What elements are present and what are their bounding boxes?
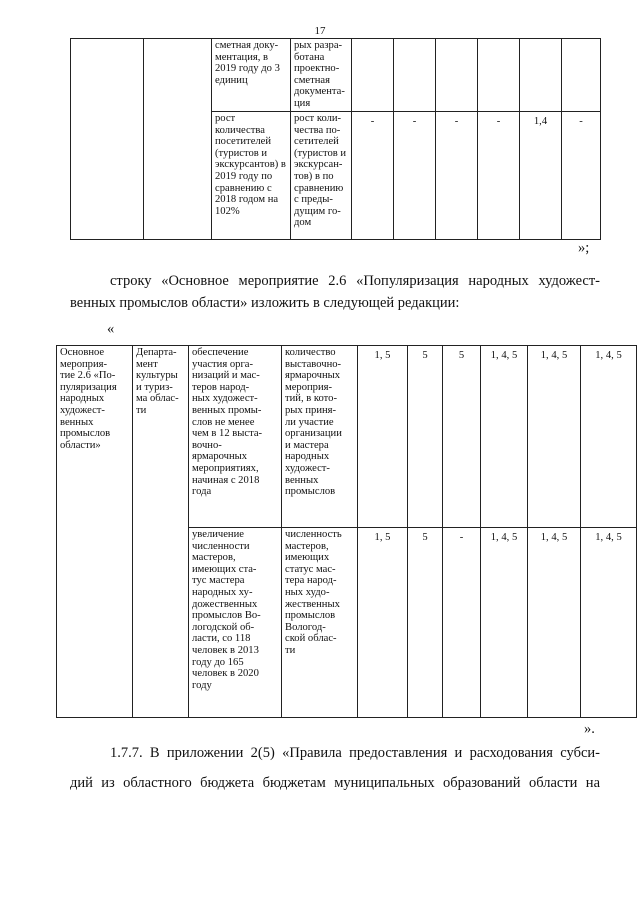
table2-closing-quote: ». <box>584 721 595 737</box>
table-cell-value <box>520 39 562 112</box>
table-cell-value: 1, 5 <box>358 346 408 528</box>
table-cell-value: 1, 4, 5 <box>481 346 528 528</box>
table-row <box>71 39 601 112</box>
table-cell-indicator: рых разра- ботана проектно- сметная документа- ция <box>291 39 352 112</box>
table-row <box>57 346 637 528</box>
table-cell-goal: увеличение численности мастеров, имеющих ста- тус мастера народных ху- дожественных промыслов Во- логодской об- ласти, со 118 человек в 2013 году до 165 человек в 2020 году <box>189 528 282 718</box>
table-cell-value <box>352 39 394 112</box>
paragraph-line: дий из областного бюджета бюджетам муниципальных образований области на <box>70 775 600 791</box>
table-cell-goal: рост количества посетителей (туристов и экскурсантов) в 2019 году по сравнению с 2018 годом на 102% <box>212 112 291 240</box>
paragraph-line: строку «Основное мероприятие 2.6 «Популяризация народных художест- <box>110 273 600 289</box>
table-cell-value: - <box>436 112 478 240</box>
table-cell-executor: Департа- мент культуры и туриз- ма облас- ти <box>133 346 189 718</box>
table-cell-value <box>562 39 601 112</box>
table-cell-value: 1, 4, 5 <box>528 528 581 718</box>
table-cell-value: 1, 4, 5 <box>581 528 637 718</box>
table-cell-value: 5 <box>408 528 443 718</box>
page-number: 17 <box>314 25 326 37</box>
table-cell-value: 1,4 <box>520 112 562 240</box>
table-cell-measure: Основное мероприя- тие 2.6 «По- пуляризация народных художест- венных промыслов области» <box>57 346 133 718</box>
table-cell-value <box>478 39 520 112</box>
table-cell-indicator: рост коли- чества по- сетителей (туристов и экскурсан- тов) в по сравнению с преды- дущим го- дом <box>291 112 352 240</box>
table-cell-measure <box>71 39 144 240</box>
table-cell-value: - <box>443 528 481 718</box>
table-cell-executor <box>144 39 212 240</box>
table-cell-value: 1, 4, 5 <box>581 346 637 528</box>
table-cell-value <box>394 39 436 112</box>
table-cell-value: 1, 5 <box>358 528 408 718</box>
table-cell-value: - <box>352 112 394 240</box>
table-cell-value: - <box>394 112 436 240</box>
table-cell-value: - <box>562 112 601 240</box>
table-cell-value: 5 <box>408 346 443 528</box>
table-cell-indicator: количество выставочно- ярмарочных мероприя- тий, в кото- рых приня- ли участие организации и мастера народных художест- венных промыслов <box>282 346 358 528</box>
table-cell-value: - <box>478 112 520 240</box>
table-cell-value: 1, 4, 5 <box>528 346 581 528</box>
table-new-edition <box>56 345 637 718</box>
table-cell-value <box>436 39 478 112</box>
table-cell-goal: обеспечение участия орга- низаций и мас- теров народ- ных художест- венных промы- слов не менее чем в 12 выста- вочно- ярмарочных мероприятиях, начиная с 2018 года <box>189 346 282 528</box>
table-continuation <box>70 38 601 240</box>
paragraph-line: венных промыслов области» изложить в следующей редакции: <box>70 295 460 311</box>
paragraph-line: 1.7.7. В приложении 2(5) «Правила предоставления и расходования субси- <box>110 745 600 761</box>
table-cell-value: 1, 4, 5 <box>481 528 528 718</box>
open-quote: « <box>107 321 115 337</box>
table-cell-indicator: численность мастеров, имеющих статус мас- тера народ- ных худо- жественных промыслов Вологод- ской облас- ти <box>282 528 358 718</box>
table-cell-goal: сметная доку- ментация, в 2019 году до 3 единиц <box>212 39 291 112</box>
table1-closing-quote: »; <box>578 240 590 256</box>
table-cell-value: 5 <box>443 346 481 528</box>
